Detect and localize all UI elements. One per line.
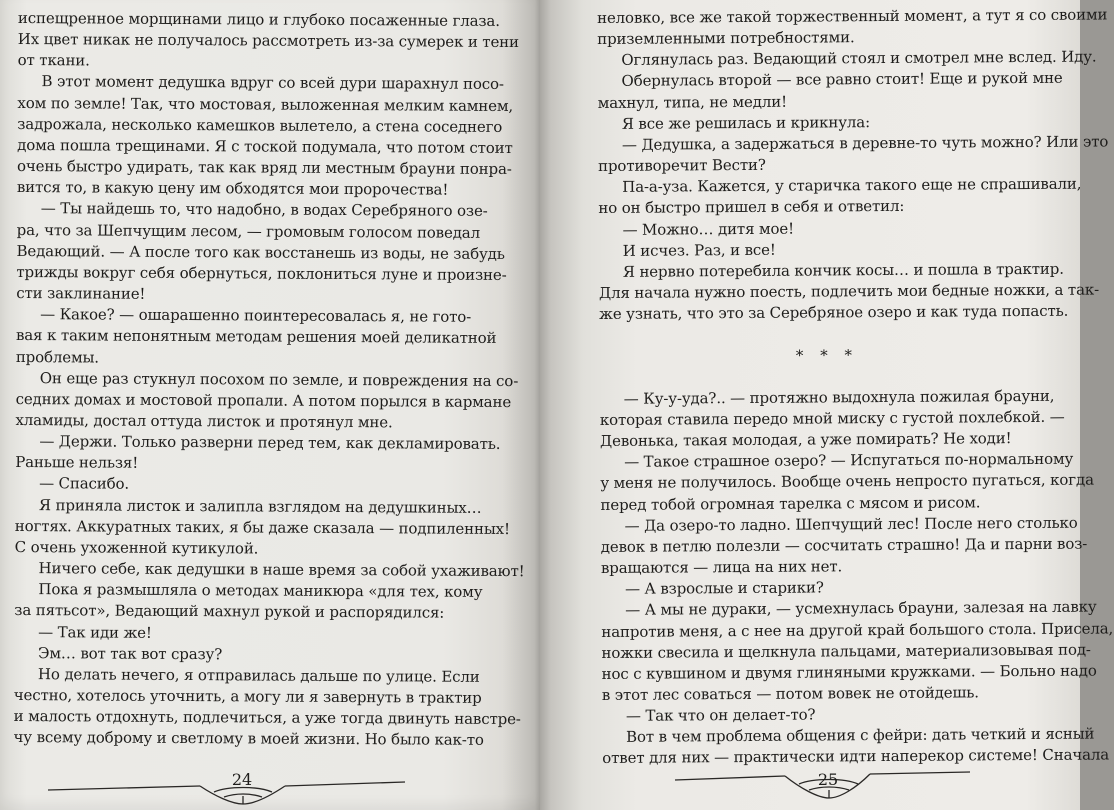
left-folio (0, 762, 540, 810)
text-line: у меня не получилось. Вообще очень непросто пугаться, когда (600, 470, 1094, 493)
text-line: — Такое страшное озеро? — Испугаться по-нормальному (624, 449, 1074, 472)
left-page (0, 0, 540, 810)
text-line: приземленными потребностями. (597, 28, 855, 49)
page-number: 25 (817, 770, 839, 789)
text-line: девок в петлю полезли — сосчитать страшно! Да и парни воз- (600, 534, 1088, 556)
text-line: дома пошла трещинами. Я с тоской подумала, что потом стоит (17, 135, 513, 157)
text-line: махнул, типа, не медли! (597, 92, 787, 112)
text-line: и малость отдохнуть, подлечиться, а уже тогда двинуть навстре- (13, 707, 521, 729)
text-line: которая ставила передо мной миску с густой похлебкой. — (599, 407, 1065, 429)
text-line: за пятьсот», Ведающий махнул рукой и распорядился: (14, 601, 445, 622)
text-line: Оглянулась раз. Ведающий стоял и смотрел мне вслед. Иду. (621, 47, 1097, 70)
text-line: нос с кувшином и двумя глиняными кружками. — Больно надо (601, 661, 1097, 683)
text-line: Я нервно потеребила кончик косы… и пошла в трактир. (622, 259, 1064, 281)
text-line: хом по земле! Так, что мостовая, выложенная мелким камнем, (17, 93, 514, 115)
left-page-text (13, 8, 525, 751)
text-line: от ткани. (17, 51, 90, 70)
text-line: Их цвет никак не получалось рассмотреть из-за сумерек и тени (17, 30, 519, 52)
text-line: — Дедушка, а задержаться в деревне-то чуть можно? Или это (621, 132, 1109, 154)
text-line: В этот момент дедушка вдруг со всей дури шарахнул посо- (41, 72, 504, 94)
text-line: напротив меня, а с нее на другой край большого стола. Присела, (601, 618, 1114, 641)
text-line: ногтях. Аккуратных таких, я бы даже сказала — подпиленных! (14, 516, 510, 538)
text-line: ответ для них — практически идти наперекор системе! Сначала (602, 745, 1110, 768)
text-line: Я все же решилась и крикнула: (621, 112, 871, 133)
right-folio (540, 762, 1080, 810)
text-line: Обернулась второй — все равно стоит! Еще и рукой мне (621, 69, 1063, 91)
text-line: вится то, в какую цену им обходятся мои пророчества! (16, 178, 449, 199)
text-line: Раньше нельзя! (15, 453, 139, 473)
text-line: — Так иди же! (38, 622, 152, 642)
text-line: — Какое? — ошарашенно поинтересовалась я, не гото- (40, 305, 472, 326)
text-line: же узнать, что это за Серебряное озеро и как туда попасть. (599, 301, 1069, 324)
text-line: чу всему доброму и светлому в моей жизни. Но было как-то (13, 728, 484, 750)
text-line: — А взрослые и старики? (624, 578, 824, 599)
text-line: — Можно… дитя мое! (622, 219, 795, 239)
text-line: Эм… вот так вот сразу? (38, 643, 223, 663)
page-number: 24 (231, 770, 253, 789)
right-page (540, 0, 1114, 810)
text-line: — Да озеро-то ладно. Шепчущий лес! После него столько (624, 513, 1078, 535)
text-line: — Так что он делает-то? (625, 705, 816, 725)
text-line: Я приняла листок и залипла взглядом на дедушкиных… (38, 495, 482, 517)
text-line: в этот лес соваться — потом вовек не отойдешь. (601, 683, 979, 704)
text-line: очень быстро удирать, так как вряд ли местным брауни понра- (16, 157, 512, 179)
text-line: Вот в чем проблема общения с фейри: дать четкий и ясный (626, 724, 1095, 747)
section-separator: * * * (795, 345, 859, 365)
text-line: Пока я размышляла о методах маникюра «для тех, кому (38, 580, 483, 602)
text-line: задрожала, несколько камешков вылетело, а стена соседнего (17, 114, 503, 136)
text-line: Ничего себе, как дедушки в наше время за собой ухаживают! (38, 559, 525, 581)
text-line: Но делать нечего, я отправилась дальше по улице. Если (37, 664, 480, 686)
text-line: вращаются — лица на них нет. (600, 557, 843, 578)
text-line: — Ты найдешь то, что надобно, в водах Серебряного озе- (40, 199, 488, 221)
text-line: проблемы. (15, 347, 100, 367)
text-line: ра, что за Шепчущим лесом, — громовым голосом поведал (16, 220, 481, 242)
text-line: С очень ухоженной кутикулой. (14, 537, 259, 558)
text-line: — Ку-у-уда?.. — протяжно выдохнула пожилая брауни, (623, 386, 1055, 408)
text-line: — А мы не дураки, — усмехнулась брауни, залезая на лавку (625, 597, 1097, 620)
text-line: испещренное морщинами лицо и глубоко посаженные глаза. (17, 8, 500, 30)
text-line: Па-а-уза. Кажется, у старичка такого еще не спрашивали, (622, 174, 1082, 197)
text-line: перед тобой огромная тарелка с мясом и рисом. (600, 492, 981, 514)
text-line: но он быстро пришел в себя и ответил: (598, 197, 905, 218)
text-line: трижды вокруг себя обернуться, поклониться луне и произне- (16, 262, 507, 284)
text-line: неловко, все же такой торжественный момент, а тут я со своими (597, 5, 1108, 27)
text-line: сти заклинание! (16, 284, 146, 303)
text-line: противоречит Вести? (598, 155, 766, 176)
text-line: И исчез. Раз, и все! (622, 240, 776, 260)
text-line: Ведающий. — А после того как восстанешь из воды, не забудь (16, 241, 505, 263)
text-line: седних домах и мостовой пропали. А потом порылся в кармане (15, 389, 512, 411)
text-line: Для начала нужно поесть, подлечить мои бедные ножки, а так- (598, 280, 1100, 303)
text-line: вая к таким непонятным методам решения моей деликатной (15, 326, 497, 348)
text-line: хламиды, достал оттуда листок и протянул мне. (15, 410, 393, 432)
text-line: — Держи. Только разверни перед тем, как декламировать. (39, 432, 501, 454)
text-line: — Спасибо. (39, 474, 130, 494)
text-line: Он еще раз стукнул посохом по земле, и повреждения на со- (39, 368, 519, 390)
text-line: честно, хотелось уточнить, а могу ли я завернуть в трактир (13, 685, 482, 707)
text-line: Девонька, такая молодая, а уже помирать? Не ходи! (599, 429, 1012, 451)
text-line: ножки свесила и щелкнула пальцами, материализовывая под- (601, 640, 1091, 662)
right-page-text (597, 5, 1114, 770)
